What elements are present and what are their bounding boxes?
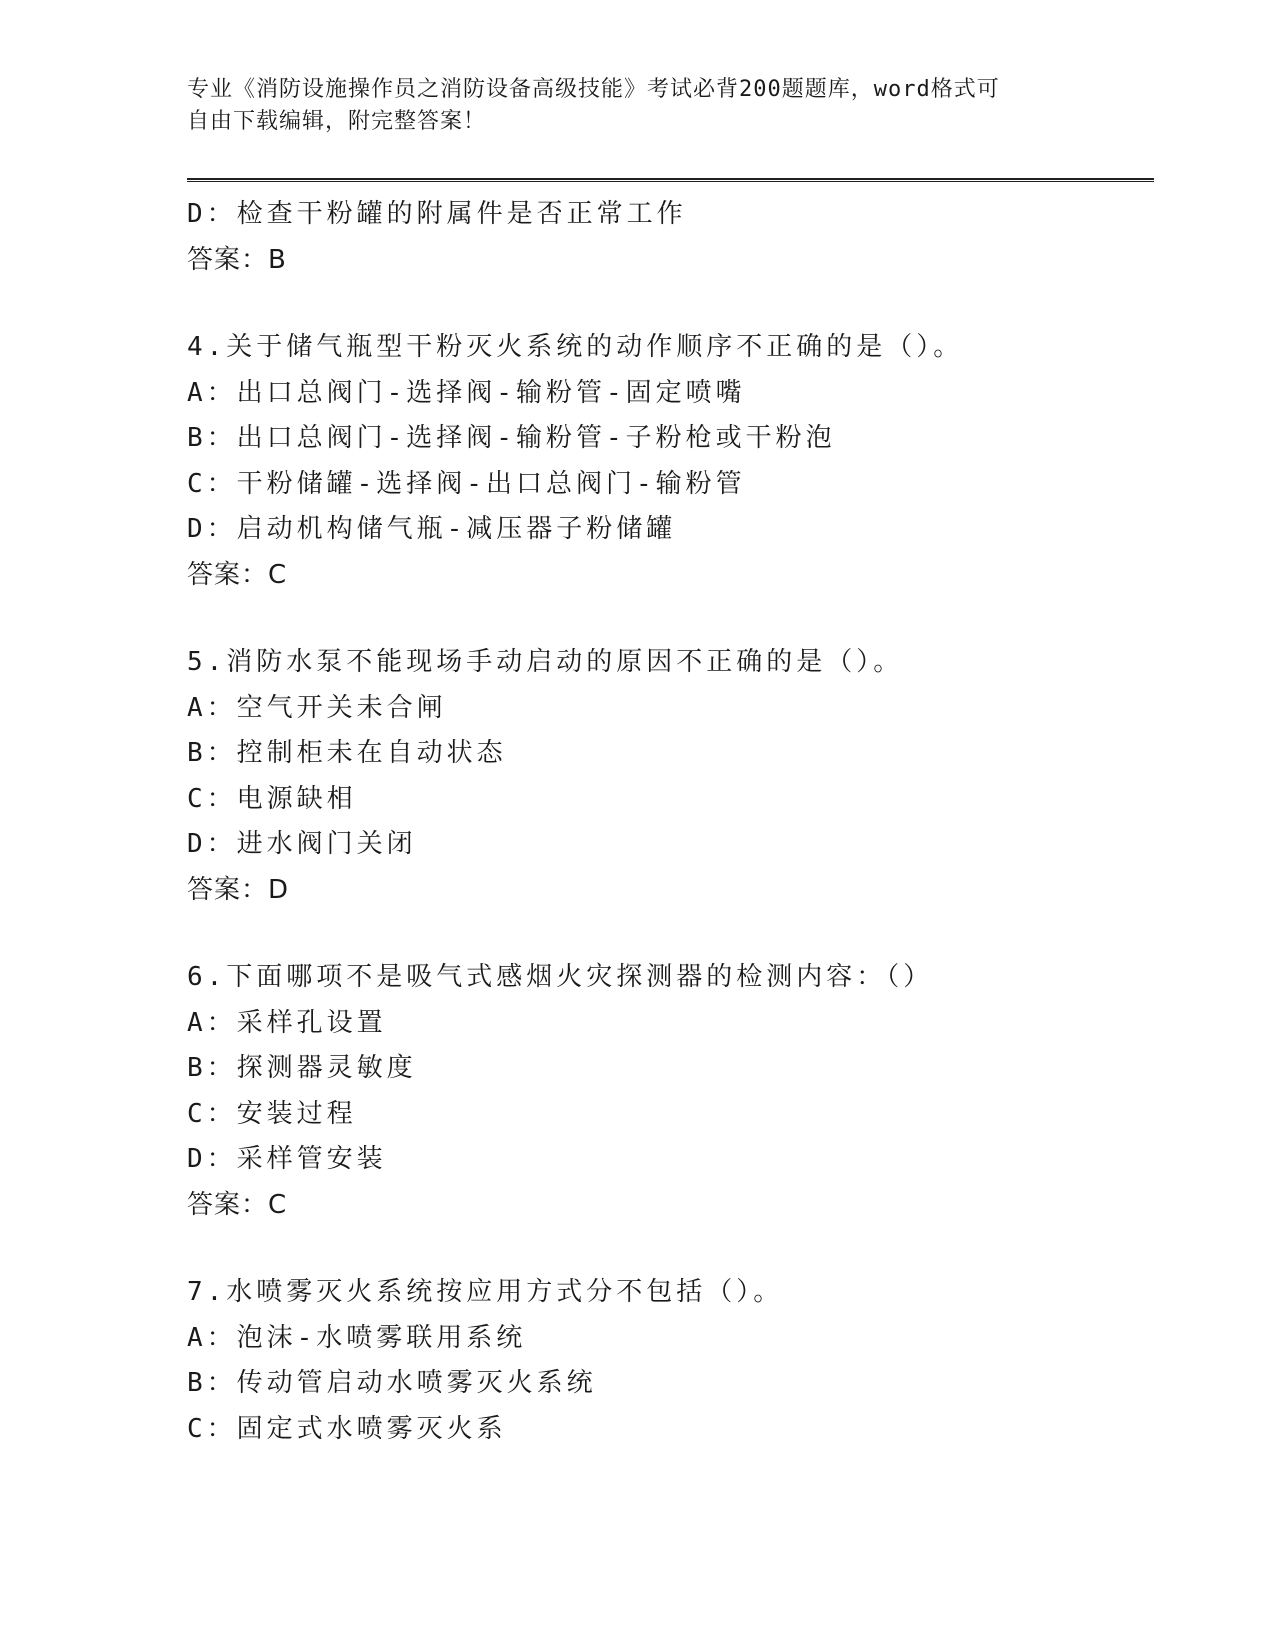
option-d: D：进水阀门关闭 xyxy=(187,829,417,859)
question-7 xyxy=(187,1270,1147,1452)
document-body xyxy=(187,192,1147,1452)
header-divider xyxy=(187,178,1154,182)
option-c: C：安装过程 xyxy=(187,1098,357,1129)
option-a: A：泡沫-水喷雾联用系统 xyxy=(187,1322,527,1353)
option-c: C：干粉储罐-选择阀-出口总阀门-输粉管 xyxy=(187,468,746,499)
option-b: B：探测器灵敏度 xyxy=(187,1053,417,1083)
option-d: D：采样管安装 xyxy=(187,1144,387,1174)
answer-line: 答案：D xyxy=(187,874,290,905)
question-4 xyxy=(187,325,1147,598)
question-3-fragment xyxy=(187,192,1147,283)
answer-line: 答案：B xyxy=(187,244,287,275)
option-b: B：出口总阀门-选择阀-输粉管-子粉枪或干粉泡 xyxy=(187,423,836,453)
header-line-2: 自由下载编辑，附完整答案！ xyxy=(187,109,487,134)
option-d: D：检查干粉罐的附属件是否正常工作 xyxy=(187,199,687,229)
question-stem: 6.下面哪项不是吸气式感烟火灾探测器的检测内容：（） xyxy=(187,962,934,992)
question-5 xyxy=(187,640,1147,913)
option-b: B：控制柜未在自动状态 xyxy=(187,738,507,768)
document-header xyxy=(187,74,1087,138)
option-c: C：固定式水喷雾灭火系 xyxy=(187,1413,507,1444)
option-a: A：采样孔设置 xyxy=(187,1007,387,1038)
question-6 xyxy=(187,955,1147,1228)
question-stem: 5.消防水泵不能现场手动启动的原因不正确的是（）。 xyxy=(187,647,904,677)
option-a: A：空气开关未合闸 xyxy=(187,692,447,723)
option-b: B：传动管启动水喷雾灭火系统 xyxy=(187,1368,597,1398)
question-stem: 4.关于储气瓶型干粉灭火系统的动作顺序不正确的是（）。 xyxy=(187,332,964,362)
option-c: C：电源缺相 xyxy=(187,783,357,814)
header-line-1: 专业《消防设施操作员之消防设备高级技能》考试必背200题题库，word格式可 xyxy=(187,77,1000,102)
answer-line: 答案：C xyxy=(187,559,288,590)
answer-line: 答案：C xyxy=(187,1189,288,1220)
question-stem: 7.水喷雾灭火系统按应用方式分不包括（）。 xyxy=(187,1277,784,1307)
option-a: A：出口总阀门-选择阀-输粉管-固定喷嘴 xyxy=(187,377,746,408)
option-d: D：启动机构储气瓶-减压器子粉储罐 xyxy=(187,514,677,544)
